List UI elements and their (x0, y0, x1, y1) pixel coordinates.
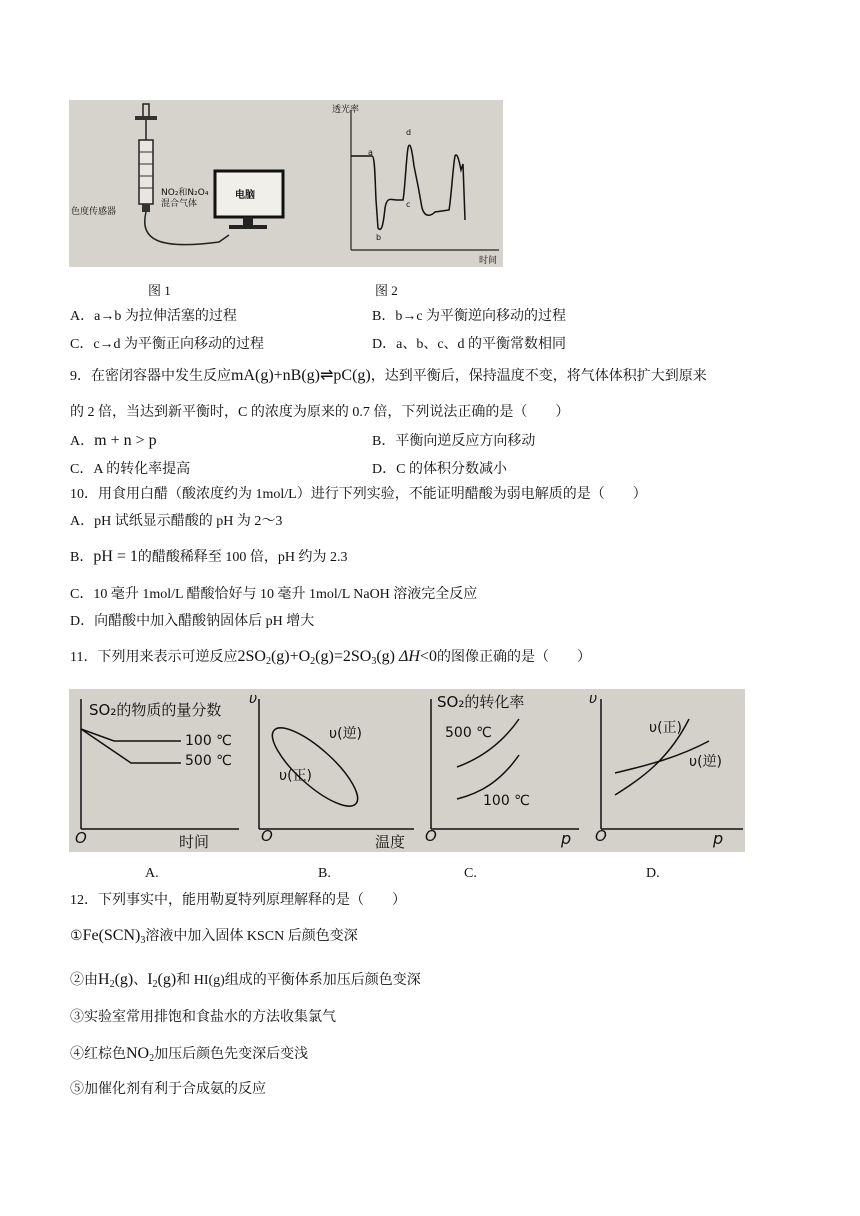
q12-item-4-pre: ④红棕色 (70, 1047, 126, 1062)
q11-stem (70, 647, 591, 672)
q8-option-b: B．b→c 为平衡逆向移动的过程 (372, 309, 567, 324)
q10-option-b-label: B． (70, 550, 94, 565)
graph-c-caption: C. (464, 866, 477, 881)
q12-item-2-h2: $H_2(g)$ (98, 971, 134, 990)
q12-item-5: ⑤加催化剂有利于合成氨的反应 (70, 1082, 266, 1097)
q12-stem: 12．下列事实中，能用勒夏特列原理解释的是（ ） (70, 893, 406, 908)
q9-option-a (70, 430, 157, 450)
graph-c-ylabel: SO₂的转化率 (437, 693, 525, 711)
q12-item-2-pre: ②由 (70, 973, 98, 988)
q9-stem-post: ，达到平衡后，保持温度不变，将气体体积扩大到原来 (370, 369, 707, 384)
graph-c-origin: O (425, 827, 437, 845)
q11-stem-post: 的图像正确的是（ ） (436, 650, 591, 665)
graph-b-xlabel: 温度 (375, 833, 406, 851)
graph-d-curve2: υ(逆) (689, 754, 723, 770)
fig2-point-d: d (406, 128, 412, 137)
q11-graphs-photo (69, 689, 745, 852)
q12-item-4-formula: $NO_2$ (126, 1045, 155, 1064)
fig1-caption: 图 1 (148, 283, 171, 298)
graph-b-curve1: υ(逆) (329, 726, 363, 742)
graph-b-origin: O (261, 827, 273, 845)
graph-a-curve1: 100 ℃ (185, 733, 232, 749)
fig2-caption: 图 2 (375, 283, 398, 298)
fig1-gas-label-1: NO₂和N₂O₄ (161, 188, 209, 198)
q9-stem-pre: 9．在密闭容器中发生反应 (70, 369, 231, 384)
q10-option-c: C．10 毫升 1mol/L 醋酸恰好与 10 毫升 1mol/L NaOH 溶液完全反应 (70, 587, 478, 602)
fig2-ylabel: 透光率 (332, 105, 360, 115)
graph-b-ylabel: υ (249, 691, 258, 707)
graph-d-origin: O (595, 827, 607, 845)
q10-option-b (70, 547, 348, 568)
q9-option-a-label: A． (70, 434, 95, 449)
fig1-sensor-label: 色度传感器 (71, 207, 117, 217)
q12-item-4 (70, 1044, 308, 1069)
q12-item-1-post: 溶液中加入固体 KSCN 后颜色变深 (145, 929, 358, 944)
q8-option-d: D．a、b、c、d 的平衡常数相同 (372, 337, 567, 352)
q11-stem-pre: 11．下列用来表示可逆反应 (70, 650, 238, 665)
q9-equation: mA(g)+nB(g)⇌pC(g) (231, 367, 371, 384)
graph-c-xlabel: p (561, 829, 572, 848)
q12-item-2-post: 和 HI(g)组成的平衡体系加压后颜色变深 (176, 973, 421, 988)
q12-item-1-pre: ① (70, 929, 83, 944)
q9-stem-line1 (70, 366, 707, 387)
graph-c-curve2: 100 ℃ (483, 793, 530, 809)
q10-option-b-math: pH = 1 (93, 548, 138, 565)
graph-a-ylabel: SO₂的物质的量分数 (89, 701, 222, 719)
q8-option-c: C．c→d 为平衡正向移动的过程 (70, 337, 265, 352)
fig2-point-b: b (376, 233, 382, 242)
graph-d-curve1: υ(正) (649, 720, 683, 736)
q9-option-d: D．C 的体积分数减小 (372, 462, 507, 477)
graph-b-curve2: υ(正) (279, 768, 313, 784)
graph-a-origin: O (75, 829, 87, 847)
q9-stem-line2: 的 2 倍，当达到新平衡时，C 的浓度为原来的 0.7 倍，下列说法正确的是（ ） (70, 405, 570, 420)
apparatus-diagram (69, 100, 503, 267)
q10-option-b-text: 的醋酸稀释至 100 倍，pH 约为 2.3 (137, 550, 348, 565)
fig1-computer-label: 电脑 (235, 190, 255, 201)
graph-d-ylabel: υ (589, 691, 598, 707)
q9-option-a-math: m + n > p (94, 432, 157, 449)
q12-item-2 (70, 970, 421, 995)
fig2-xlabel: 时间 (479, 256, 498, 266)
fig1-gas-label-2: 混合气体 (161, 199, 198, 209)
graph-a-curve2: 500 ℃ (185, 753, 232, 769)
q10-option-a: A．pH 试纸显示醋酸的 pH 为 2～3 (70, 514, 283, 529)
fig2-point-a: a (368, 148, 373, 157)
q10-option-d: D．向醋酸中加入醋酸钠固体后 pH 增大 (70, 614, 315, 629)
q12-item-3: ③实验室常用排饱和食盐水的方法收集氯气 (70, 1010, 336, 1025)
graph-a-caption: A. (145, 866, 159, 881)
q12-item-4-post: 加压后颜色先变深后变浅 (154, 1047, 309, 1062)
q12-item-1-formula: $Fe(SCN)_3$ (82, 927, 146, 946)
q11-equation: $2SO_2(g)+O_2(g)=2SO_3(g)$ ΔH<0 (237, 648, 437, 667)
figure-1-2-photo (69, 100, 503, 267)
graph-a-xlabel: 时间 (179, 833, 210, 851)
q9-option-c: C．A 的转化率提高 (70, 462, 191, 477)
q12-item-1 (70, 926, 358, 951)
q10-stem: 10．用食用白醋（酸浓度约为 1mol/L）进行下列实验，不能证明醋酸为弱电解质的是（ ） (70, 487, 647, 502)
q8-option-a: A．a→b 为拉伸活塞的过程 (70, 309, 237, 324)
q12-item-2-i2: $I_2(g)$ (147, 971, 177, 990)
q12-item-2-mid: 、 (133, 973, 148, 988)
graph-b-caption: B. (318, 866, 331, 881)
graph-c-curve1: 500 ℃ (445, 725, 492, 741)
fig2-point-c: c (406, 200, 411, 209)
q9-option-b: B．平衡向逆反应方向移动 (372, 434, 536, 449)
graph-d-xlabel: p (713, 829, 724, 848)
graph-d-caption: D. (646, 866, 660, 881)
